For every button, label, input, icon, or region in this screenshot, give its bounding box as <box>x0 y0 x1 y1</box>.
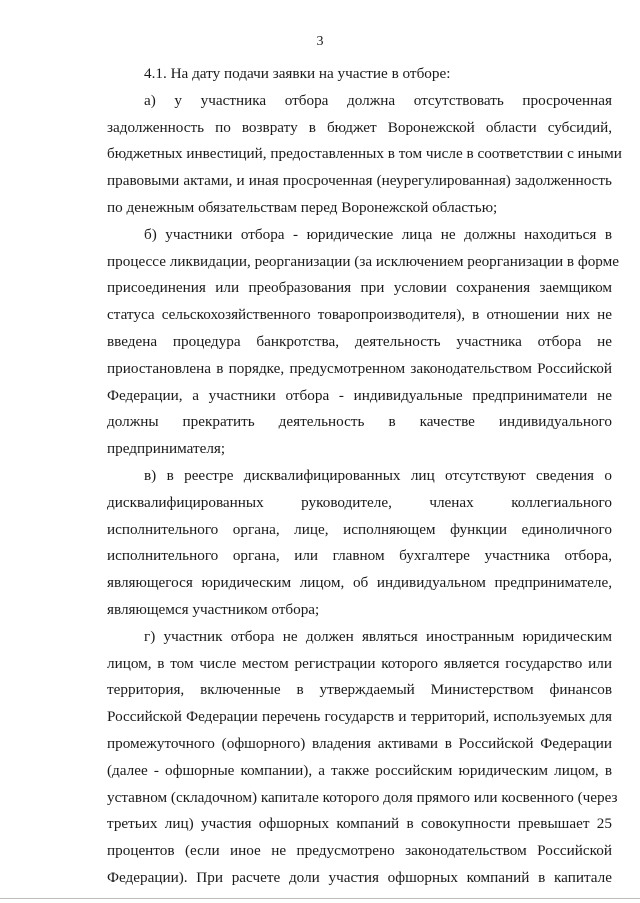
paragraph-g-line: г) участник отбора не должен являться иностранным юридическим <box>144 627 612 645</box>
paragraph-a-line: а) у участника отбора должна отсутствовать просроченная <box>144 91 612 109</box>
paragraph-g-line: территория, включенные в утверждаемый Министерством финансов <box>107 681 612 699</box>
paragraph-v-line: исполнительного органа, или главном бухгалтере участника отбора, <box>107 547 612 565</box>
paragraph-b-line: приостановлена в порядке, предусмотренном законодательством Российской <box>107 359 612 377</box>
paragraph-a-line: бюджетных инвестиций, предоставленных в том числе в соответствии с иными <box>107 145 622 163</box>
paragraph-b-line: должны прекратить деятельность в качестве индивидуального <box>107 413 612 431</box>
paragraph-g-line: (далее - офшорные компании), а также российским юридическим лицом, в <box>107 761 612 779</box>
paragraph-b-line: Федерации, а участники отбора - индивидуальные предприниматели не <box>107 386 612 404</box>
paragraph-b-line: введена процедура банкротства, деятельность участника отбора не <box>107 332 612 350</box>
paragraph-b-line: присоединения или преобразования при условии сохранения заемщиком <box>107 279 612 297</box>
paragraph-b-line: предпринимателя; <box>107 440 226 458</box>
paragraph-g-line: уставном (складочном) капитале которого доля прямого или косвенного (через <box>107 788 618 806</box>
paragraph-a-line: правовыми актами, и иная просроченная (неурегулированная) задолженность <box>107 172 612 190</box>
bottom-edge-rule <box>0 898 640 899</box>
paragraph-v-line: являющемся участником отбора; <box>107 600 320 618</box>
section-heading: 4.1. На дату подачи заявки на участие в отборе: <box>144 65 451 82</box>
paragraph-g-line: Российской Федерации перечень государств и территорий, используемых для <box>107 708 612 726</box>
paragraph-v-line: исполнительного органа, лице, исполняющем функции единоличного <box>107 520 612 538</box>
paragraph-a-line: по денежным обязательствам перед Воронежской областью; <box>107 198 498 216</box>
paragraph-g-line: промежуточного (офшорного) владения активами в Российской Федерации <box>107 734 612 752</box>
paragraph-g-line: третьих лиц) участия офшорных компаний в совокупности превышает 25 <box>107 815 612 833</box>
paragraph-b-line: статуса сельскохозяйственного товаропроизводителя), в отношении них не <box>107 306 612 324</box>
page-number: 3 <box>316 34 324 49</box>
document-body <box>107 61 622 892</box>
paragraph-g-line: лицом, в том числе местом регистрации которого является государство или <box>107 654 612 672</box>
paragraph-v-line: дисквалифицированных руководителе, членах коллегиального <box>107 493 612 511</box>
paragraph-v-line: в) в реестре дисквалифицированных лиц отсутствуют сведения о <box>144 466 612 484</box>
paragraph-b-line: б) участники отбора - юридические лица не должны находиться в <box>144 225 612 243</box>
paragraph-a-line: задолженность по возврату в бюджет Воронежской области субсидий, <box>107 118 612 136</box>
paragraph-v-line: являющегося юридическим лицом, об индивидуальном предпринимателе, <box>107 574 612 592</box>
paragraph-g-line: Федерации). При расчете доли участия офшорных компаний в капитале <box>107 868 612 886</box>
paragraph-b-line: процессе ликвидации, реорганизации (за исключением реорганизации в форме <box>107 252 620 270</box>
paragraph-g-line: процентов (если иное не предусмотрено законодательством Российской <box>107 842 612 860</box>
